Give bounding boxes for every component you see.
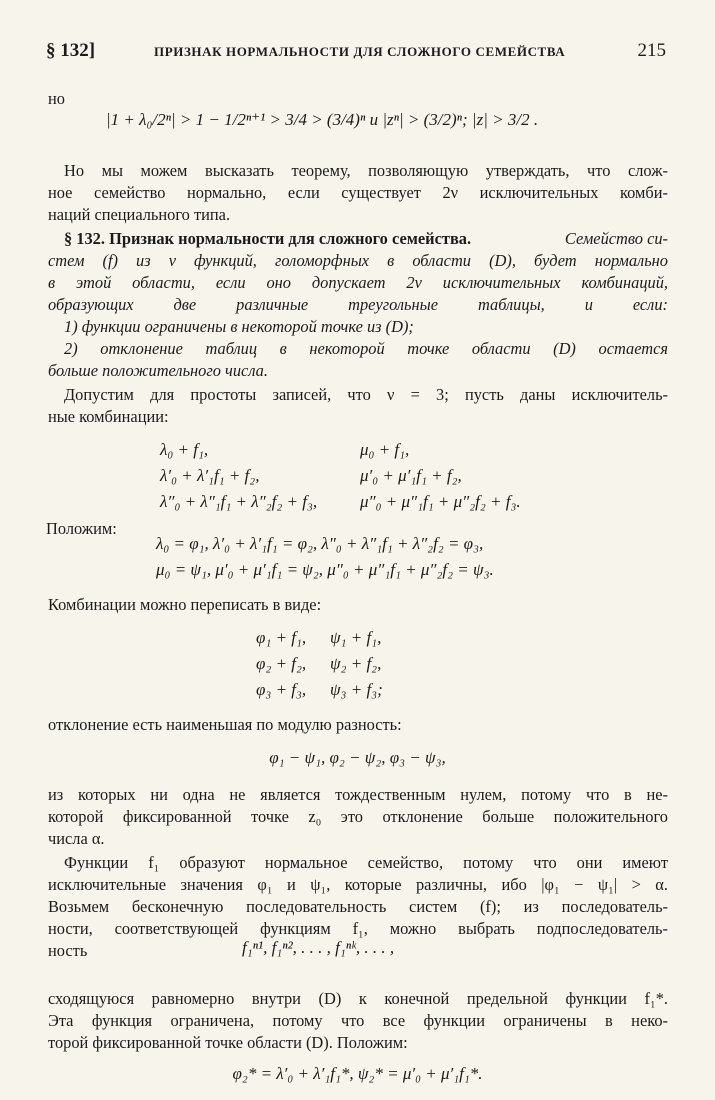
rewrite-right: ψ₁ + f₁, <box>330 628 382 647</box>
intro-word: но <box>48 89 65 108</box>
para4-line: Функции f₁ образуют нормальное семейство, потому что они имеют <box>64 853 668 872</box>
para4-line: ности, соответствующей функциям f₁, можно выбрать подпоследователь- <box>48 919 668 938</box>
para5-line: торой фиксированной точке области (D). Положим: <box>48 1033 408 1052</box>
header-title: ПРИЗНАК НОРМАЛЬНОСТИ ДЛЯ СЛОЖНОГО СЕМЕЙСТВА <box>154 44 566 59</box>
put-equation: μ₀ = ψ₁, μ′₀ + μ′₁f₁ = ψ₂, μ″₀ + μ″₁f₁ + μ″₂f₂ = ψ₃. <box>156 560 494 579</box>
subsequence-display: f₁ⁿ¹, f₁ⁿ², . . . , f₁ⁿᵏ, . . . , <box>242 938 395 957</box>
rewrite-left: φ₃ + f₃, <box>256 680 307 699</box>
header-section: § 132] <box>46 40 96 61</box>
para3-line: числа α. <box>48 829 105 848</box>
combo-left: λ₀ + f₁, <box>160 440 209 459</box>
para2-line: ные комбинации: <box>48 407 169 426</box>
page-number: 215 <box>637 40 666 61</box>
para3-line: из которых ни одна не является тождественным нулем, потому что в не- <box>48 785 668 804</box>
theorem-heading: § 132. Признак нормальности для сложного семейства. <box>64 229 472 248</box>
para5-line: Эта функция ограничена, потому что все функции ограничены в неко- <box>48 1011 668 1030</box>
combo-right: μ₀ + f₁, <box>360 440 410 459</box>
running-header <box>46 40 666 66</box>
rewrite-left: φ₁ + f₁, <box>256 628 307 647</box>
para5-line: сходящуюся равномерно внутри (D) к конечной предельной функции f₁*. <box>48 989 668 1008</box>
para4-line: Возьмем бесконечную последовательность систем (f); из последователь- <box>48 897 668 916</box>
combo-right: μ′₀ + μ′₁f₁ + f₂, <box>360 466 462 485</box>
combo-right: μ″₀ + μ″₁f₁ + μ″₂f₂ + f₃. <box>360 492 521 511</box>
theorem-line: в этой области, если оно допускает 2ν исключительных комбинаций, <box>48 273 668 292</box>
put-equation: λ₀ = φ₁, λ′₀ + λ′₁f₁ = φ₂, λ″₀ + λ″₁f₁ + λ″₂f₂ = φ₃, <box>156 534 484 553</box>
para1-line: ное семейство нормально, если существует 2ν исключительных комби- <box>48 183 668 202</box>
combo-left: λ″₀ + λ″₁f₁ + λ″₂f₂ + f₃, <box>160 492 318 511</box>
para1-line: наций специального типа. <box>48 205 231 224</box>
inequality-display: |1 + λ₀/2ⁿ| > 1 − 1/2ⁿ⁺¹ > 3/4 > (3/4)ⁿ и |zⁿ| > (3/2)ⁿ; |z| > 3/2 . <box>106 110 539 129</box>
put-label: Положим: <box>46 519 117 538</box>
theorem-line: больше положительного числа. <box>48 361 268 380</box>
theorem-condition-2: 2) отклонение таблиц в некоторой точке области (D) остается <box>64 339 668 358</box>
combo-left: λ′₀ + λ′₁f₁ + f₂, <box>160 466 260 485</box>
differences-display: φ₁ − ψ₁, φ₂ − ψ₂, φ₃ − ψ₃, <box>269 748 446 767</box>
rewrite-right: ψ₂ + f₂, <box>330 654 382 673</box>
final-equation: φ₂* = λ′₀ + λ′₁f₁*, ψ₂* = μ′₀ + μ′₁f₁*. <box>232 1064 483 1083</box>
theorem-condition-1: 1) функции ограничены в некоторой точке из (D); <box>64 317 414 336</box>
rewrite-label: Комбинации можно переписать в виде: <box>48 595 322 614</box>
para4-line: ность <box>48 941 88 960</box>
para4-line: исключительные значения φ₁ и ψ₁, которые различны, ибо |φ₁ − ψ₁| > α. <box>48 875 668 894</box>
rewrite-left: φ₂ + f₂, <box>256 654 307 673</box>
deviation-line: отклонение есть наименьшая по модулю разность: <box>48 715 402 734</box>
theorem-line: образующих две различные треугольные таблицы, и если: <box>48 295 668 314</box>
rewrite-right: ψ₃ + f₃; <box>330 680 383 699</box>
para2-line: Допустим для простоты записей, что ν = 3; пусть даны исключитель- <box>64 385 668 404</box>
theorem-line: Семейство си- <box>564 229 668 248</box>
theorem-line: стем (f) из ν функций, голоморфных в области (D), будет нормально <box>48 251 668 270</box>
para3-line: которой фиксированной точке z₀ это отклонение больше положительного <box>48 807 668 826</box>
para1-line: Но мы можем высказать теорему, позволяющую утверждать, что слож- <box>64 161 668 180</box>
theorem-first-line <box>64 228 668 250</box>
